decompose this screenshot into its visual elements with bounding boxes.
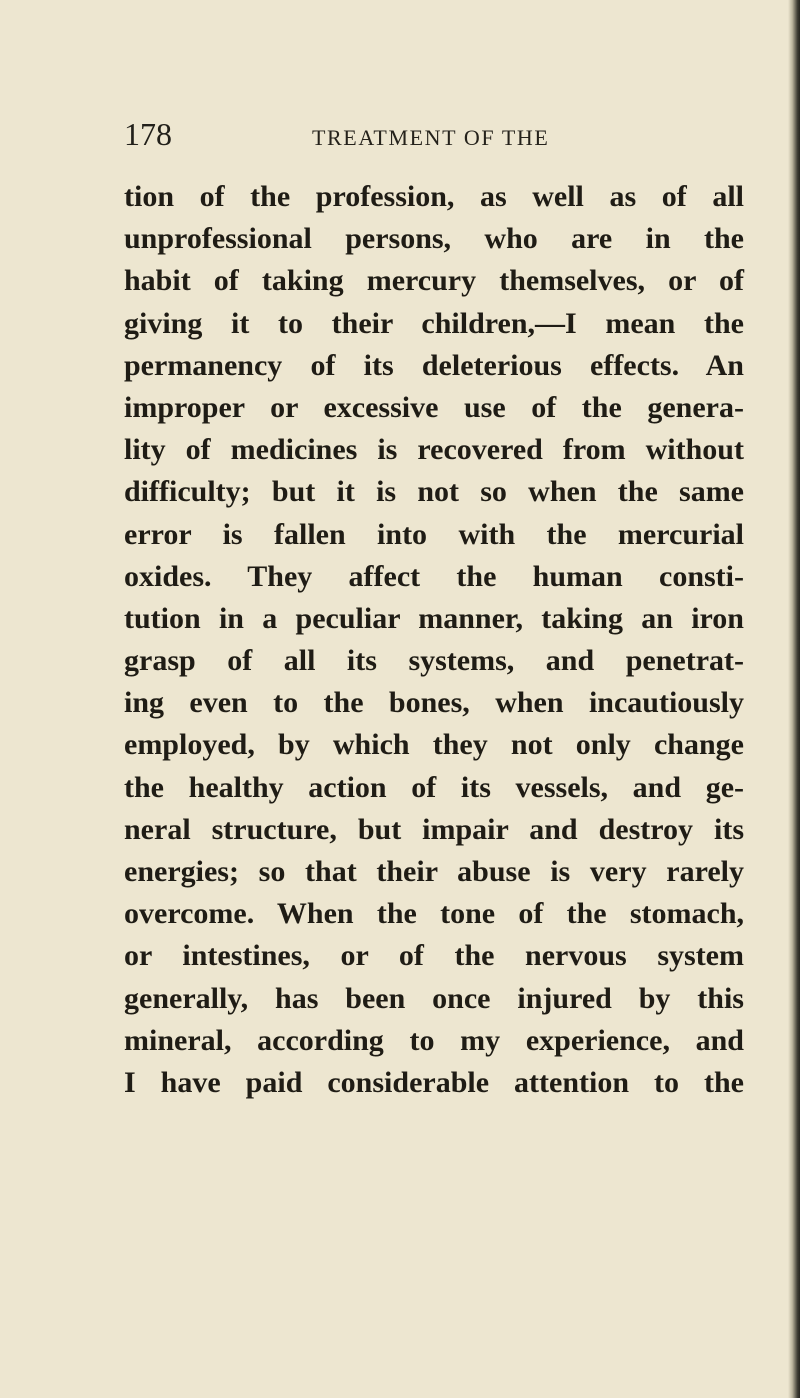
text-line: mineral, according to my experience, and bbox=[124, 1023, 744, 1057]
text-line: tion of the profession, as well as of all bbox=[124, 180, 744, 213]
text-line: employed, by which they not only change bbox=[124, 728, 744, 762]
text-line: or intestines, or of the nervous system bbox=[124, 939, 744, 973]
text-line: the healthy action of its vessels, and ge- bbox=[124, 770, 744, 804]
text-line: neral structure, but impair and destroy its bbox=[124, 812, 744, 846]
text-line: energies; so that their abuse is very rarely bbox=[124, 855, 744, 888]
text-line: habit of taking mercury themselves, or of bbox=[124, 264, 744, 298]
page-number: 178 bbox=[124, 116, 172, 152]
text-line: oxides. They affect the human consti- bbox=[124, 559, 744, 593]
text-line: lity of medicines is recovered from without bbox=[124, 433, 744, 467]
page-edge-shadow bbox=[788, 0, 800, 1398]
text-line: giving it to their children,—I mean the bbox=[124, 306, 744, 340]
page-header bbox=[124, 118, 744, 158]
text-line: error is fallen into with the mercurial bbox=[124, 517, 744, 551]
text-line: improper or excessive use of the genera- bbox=[124, 390, 744, 424]
text-line: grasp of all its systems, and penetrat- bbox=[124, 644, 744, 678]
text-line: I have paid considerable attention to the bbox=[124, 1065, 744, 1099]
text-line: difficulty; but it is not so when the same bbox=[124, 475, 744, 509]
text-line: overcome. When the tone of the stomach, bbox=[124, 897, 744, 931]
text-line: permanency of its deleterious effects. An bbox=[124, 348, 744, 382]
running-head: TREATMENT OF THE bbox=[312, 125, 550, 150]
body-text bbox=[124, 176, 744, 1104]
text-line: unprofessional persons, who are in the bbox=[124, 222, 744, 256]
text-line: ing even to the bones, when incautiously bbox=[124, 686, 744, 720]
text-line: tution in a peculiar manner, taking an iron bbox=[124, 601, 744, 635]
text-line: generally, has been once injured by this bbox=[124, 981, 744, 1015]
